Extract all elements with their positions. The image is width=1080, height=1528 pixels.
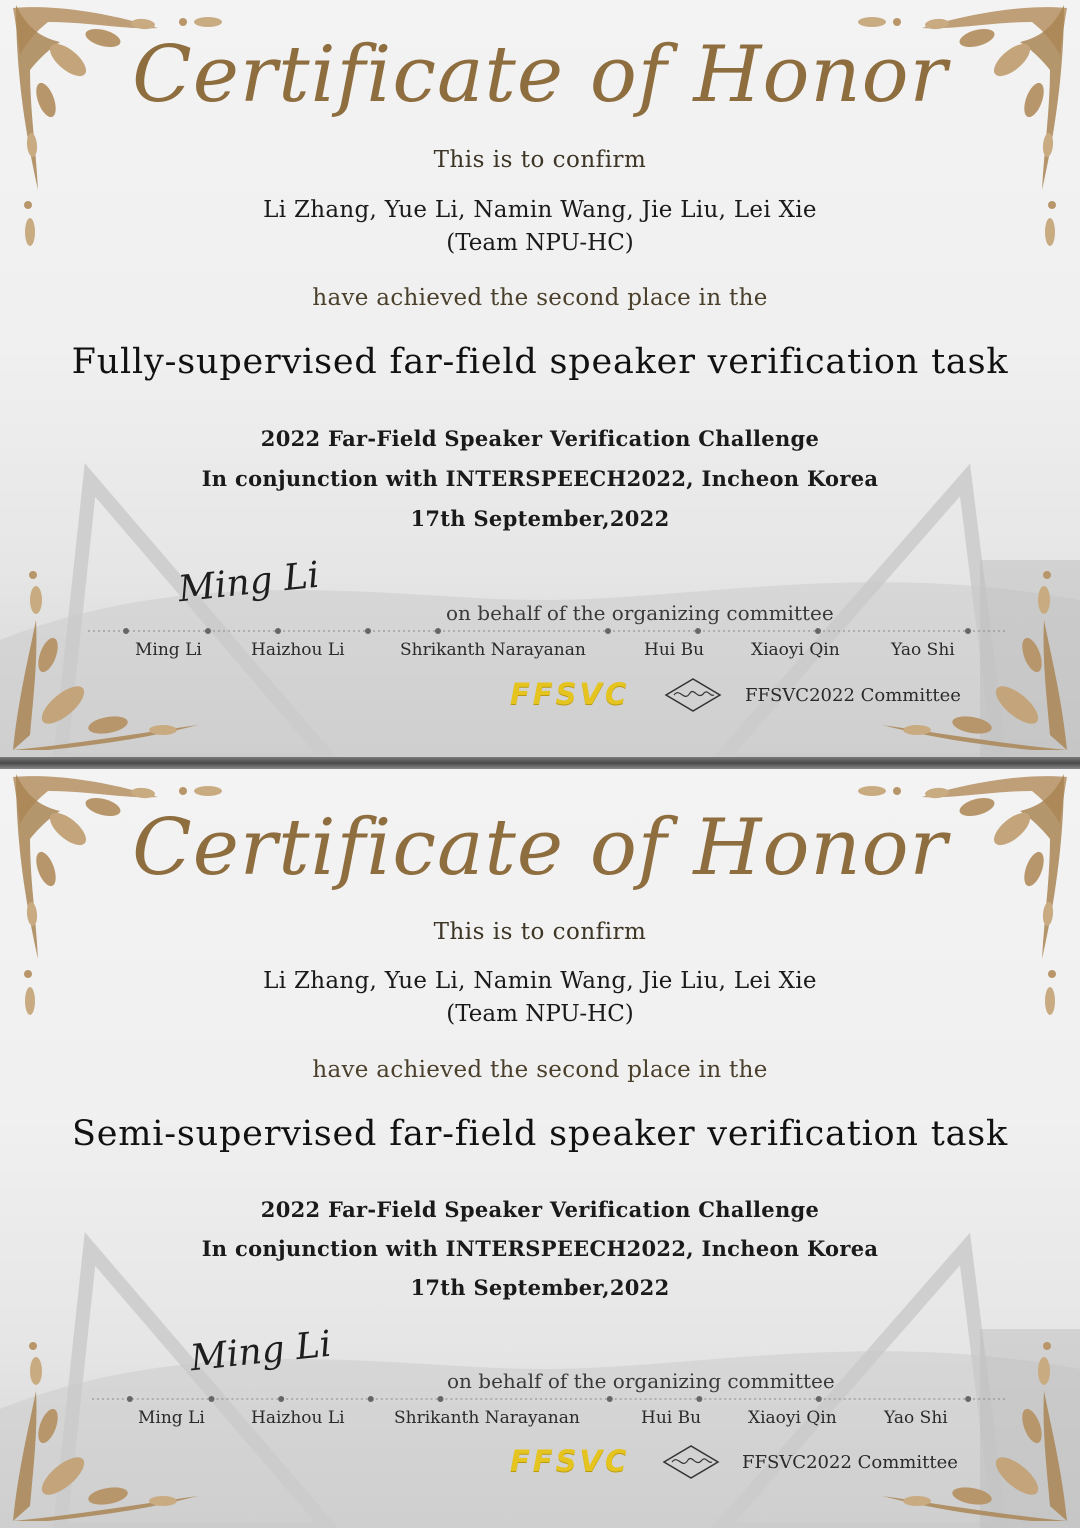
signatory-name: Hui Bu bbox=[641, 1408, 702, 1428]
challenge-name: 2022 Far-Field Speaker Verification Challenge bbox=[260, 426, 820, 451]
conjunction-text: In conjunction with INTERSPEECH2022, Incheon Korea bbox=[201, 1236, 879, 1261]
confirm-text: This is to confirm bbox=[433, 147, 647, 173]
signatory-name: Xiaoyi Qin bbox=[748, 1408, 837, 1428]
certificate-title: Certificate of Honor bbox=[132, 803, 948, 893]
signatory-name: Haizhou Li bbox=[251, 640, 345, 660]
signatory-name: Shrikanth Narayanan bbox=[400, 640, 586, 660]
ffsvc-logo: FFSVC bbox=[510, 1444, 630, 1478]
confirm-text: This is to confirm bbox=[433, 919, 647, 945]
certificate-semi-supervised bbox=[0, 769, 1080, 1528]
certificate-date: 17th September,2022 bbox=[410, 506, 670, 531]
conjunction-text: In conjunction with INTERSPEECH2022, Incheon Korea bbox=[201, 466, 879, 491]
achievement-text: have achieved the second place in the bbox=[312, 285, 768, 311]
recipient-names: Li Zhang, Yue Li, Namin Wang, Jie Liu, Lei Xie bbox=[263, 968, 817, 994]
certificate-date: 17th September,2022 bbox=[410, 1275, 670, 1300]
certificate-divider bbox=[0, 757, 1080, 769]
team-name: (Team NPU-HC) bbox=[446, 230, 634, 256]
dotted-divider bbox=[88, 626, 1008, 636]
signature: Ming Li bbox=[188, 1323, 334, 1380]
behalf-text: on behalf of the organizing committee bbox=[446, 601, 834, 625]
behalf-text: on behalf of the organizing committee bbox=[447, 1369, 835, 1393]
signatory-name: Haizhou Li bbox=[251, 1408, 345, 1428]
recipient-names: Li Zhang, Yue Li, Namin Wang, Jie Liu, Lei Xie bbox=[263, 197, 817, 223]
committee-name: FFSVC2022 Committee bbox=[742, 1452, 958, 1473]
signatory-name: Shrikanth Narayanan bbox=[394, 1408, 580, 1428]
task-title: Semi-supervised far-field speaker verification task bbox=[71, 1114, 1009, 1154]
team-name: (Team NPU-HC) bbox=[446, 1001, 634, 1027]
signatory-name: Ming Li bbox=[138, 1408, 205, 1428]
dotted-divider bbox=[92, 1394, 1008, 1404]
signature: Ming Li bbox=[176, 554, 322, 611]
certificate-title: Certificate of Honor bbox=[132, 30, 948, 120]
signatory-name: Hui Bu bbox=[644, 640, 705, 660]
isca-logo bbox=[664, 677, 722, 713]
task-title: Fully-supervised far-field speaker verification task bbox=[71, 342, 1009, 382]
certificate-fully-supervised bbox=[0, 0, 1080, 757]
signatory-name: Yao Shi bbox=[891, 640, 955, 660]
challenge-name: 2022 Far-Field Speaker Verification Challenge bbox=[260, 1197, 820, 1222]
committee-name: FFSVC2022 Committee bbox=[745, 685, 961, 706]
signatory-name: Yao Shi bbox=[884, 1408, 948, 1428]
signatory-name: Ming Li bbox=[135, 640, 202, 660]
isca-logo bbox=[662, 1444, 720, 1480]
signatory-name: Xiaoyi Qin bbox=[751, 640, 840, 660]
ffsvc-logo: FFSVC bbox=[510, 677, 630, 711]
achievement-text: have achieved the second place in the bbox=[312, 1057, 768, 1083]
